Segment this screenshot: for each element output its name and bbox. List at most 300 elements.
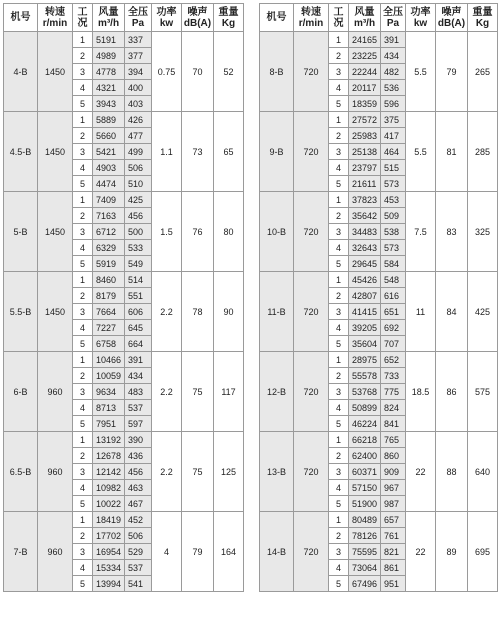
flow-cell: 35642 bbox=[349, 208, 381, 224]
col-weight-header: 重量 Kg bbox=[468, 4, 498, 32]
speed-cell: 1450 bbox=[38, 32, 73, 112]
pressure-cell: 510 bbox=[125, 176, 152, 192]
pressure-cell: 514 bbox=[125, 272, 152, 288]
model-cell: 4-B bbox=[4, 32, 38, 112]
flow-cell: 78126 bbox=[349, 528, 381, 544]
condition-cell: 2 bbox=[73, 128, 93, 144]
pressure-cell: 775 bbox=[381, 384, 406, 400]
pressure-cell: 499 bbox=[125, 144, 152, 160]
power-cell: 5.5 bbox=[406, 112, 436, 192]
flow-cell: 62400 bbox=[349, 448, 381, 464]
flow-cell: 18419 bbox=[93, 512, 125, 528]
table-row bbox=[4, 432, 244, 448]
col-speed-header: 转速 r/min bbox=[38, 4, 73, 32]
model-cell: 7-B bbox=[4, 512, 38, 592]
pressure-cell: 456 bbox=[125, 208, 152, 224]
condition-cell: 4 bbox=[73, 160, 93, 176]
pressure-cell: 536 bbox=[381, 80, 406, 96]
condition-cell: 3 bbox=[329, 224, 349, 240]
condition-cell: 4 bbox=[73, 560, 93, 576]
condition-cell: 5 bbox=[73, 416, 93, 432]
flow-cell: 7163 bbox=[93, 208, 125, 224]
pressure-cell: 657 bbox=[381, 512, 406, 528]
pressure-cell: 529 bbox=[125, 544, 152, 560]
weight-cell: 695 bbox=[468, 512, 498, 592]
table-row bbox=[4, 32, 244, 48]
weight-cell: 80 bbox=[214, 192, 244, 272]
flow-cell: 16954 bbox=[93, 544, 125, 560]
flow-cell: 50899 bbox=[349, 400, 381, 416]
pressure-cell: 464 bbox=[381, 144, 406, 160]
flow-cell: 13192 bbox=[93, 432, 125, 448]
flow-cell: 5889 bbox=[93, 112, 125, 128]
pressure-cell: 391 bbox=[125, 352, 152, 368]
condition-cell: 1 bbox=[329, 112, 349, 128]
pressure-cell: 651 bbox=[381, 304, 406, 320]
speed-cell: 1450 bbox=[38, 192, 73, 272]
power-cell: 11 bbox=[406, 272, 436, 352]
flow-cell: 29645 bbox=[349, 256, 381, 272]
pressure-cell: 483 bbox=[125, 384, 152, 400]
pressure-cell: 652 bbox=[381, 352, 406, 368]
table-row bbox=[4, 512, 244, 528]
condition-cell: 2 bbox=[73, 528, 93, 544]
model-cell: 11-B bbox=[260, 272, 294, 352]
pressure-cell: 403 bbox=[125, 96, 152, 112]
noise-cell: 75 bbox=[182, 352, 214, 432]
col-weight-header: 重量 Kg bbox=[214, 4, 244, 32]
flow-cell: 45426 bbox=[349, 272, 381, 288]
pressure-cell: 596 bbox=[381, 96, 406, 112]
pressure-cell: 453 bbox=[381, 192, 406, 208]
col-model-header: 机号 bbox=[260, 4, 294, 32]
pressure-cell: 824 bbox=[381, 400, 406, 416]
weight-cell: 164 bbox=[214, 512, 244, 592]
col-noise-header: 噪声 dB(A) bbox=[436, 4, 468, 32]
pressure-cell: 573 bbox=[381, 176, 406, 192]
flow-cell: 23225 bbox=[349, 48, 381, 64]
table-row bbox=[260, 432, 498, 448]
condition-cell: 2 bbox=[329, 128, 349, 144]
flow-cell: 67496 bbox=[349, 576, 381, 592]
noise-cell: 73 bbox=[182, 112, 214, 192]
table-row bbox=[260, 32, 498, 48]
pressure-cell: 597 bbox=[125, 416, 152, 432]
pressure-cell: 987 bbox=[381, 496, 406, 512]
pressure-cell: 426 bbox=[125, 112, 152, 128]
noise-cell: 84 bbox=[436, 272, 468, 352]
condition-cell: 5 bbox=[329, 176, 349, 192]
pressure-cell: 456 bbox=[125, 464, 152, 480]
condition-cell: 2 bbox=[73, 208, 93, 224]
model-cell: 8-B bbox=[260, 32, 294, 112]
condition-cell: 1 bbox=[329, 352, 349, 368]
pressure-cell: 390 bbox=[125, 432, 152, 448]
pressure-cell: 548 bbox=[381, 272, 406, 288]
flow-cell: 5421 bbox=[93, 144, 125, 160]
table-body bbox=[4, 32, 244, 592]
fan-spec-table-left bbox=[3, 3, 244, 592]
flow-cell: 53768 bbox=[349, 384, 381, 400]
table-row bbox=[260, 192, 498, 208]
condition-cell: 5 bbox=[329, 256, 349, 272]
pressure-cell: 337 bbox=[125, 32, 152, 48]
weight-cell: 265 bbox=[468, 32, 498, 112]
table-row bbox=[260, 272, 498, 288]
power-cell: 2.2 bbox=[152, 352, 182, 432]
flow-cell: 66218 bbox=[349, 432, 381, 448]
pressure-cell: 664 bbox=[125, 336, 152, 352]
pressure-cell: 541 bbox=[125, 576, 152, 592]
col-condition-header: 工 况 bbox=[329, 4, 349, 32]
flow-cell: 23797 bbox=[349, 160, 381, 176]
pressure-cell: 551 bbox=[125, 288, 152, 304]
pressure-cell: 606 bbox=[125, 304, 152, 320]
weight-cell: 65 bbox=[214, 112, 244, 192]
flow-cell: 10982 bbox=[93, 480, 125, 496]
model-cell: 6.5-B bbox=[4, 432, 38, 512]
condition-cell: 4 bbox=[73, 80, 93, 96]
pressure-cell: 467 bbox=[125, 496, 152, 512]
weight-cell: 117 bbox=[214, 352, 244, 432]
model-cell: 13-B bbox=[260, 432, 294, 512]
speed-cell: 720 bbox=[294, 272, 329, 352]
condition-cell: 2 bbox=[329, 288, 349, 304]
noise-cell: 70 bbox=[182, 32, 214, 112]
flow-cell: 24165 bbox=[349, 32, 381, 48]
flow-cell: 5919 bbox=[93, 256, 125, 272]
model-cell: 5.5-B bbox=[4, 272, 38, 352]
flow-cell: 4474 bbox=[93, 176, 125, 192]
pressure-cell: 733 bbox=[381, 368, 406, 384]
table-body bbox=[260, 32, 498, 592]
pressure-cell: 509 bbox=[381, 208, 406, 224]
condition-cell: 2 bbox=[329, 368, 349, 384]
noise-cell: 79 bbox=[436, 32, 468, 112]
condition-cell: 1 bbox=[73, 32, 93, 48]
noise-cell: 81 bbox=[436, 112, 468, 192]
power-cell: 1.1 bbox=[152, 112, 182, 192]
weight-cell: 575 bbox=[468, 352, 498, 432]
condition-cell: 3 bbox=[73, 224, 93, 240]
condition-cell: 5 bbox=[73, 496, 93, 512]
col-pressure-header: 全压 Pa bbox=[381, 4, 406, 32]
condition-cell: 5 bbox=[329, 336, 349, 352]
power-cell: 22 bbox=[406, 512, 436, 592]
power-cell: 7.5 bbox=[406, 192, 436, 272]
condition-cell: 1 bbox=[73, 352, 93, 368]
pressure-cell: 692 bbox=[381, 320, 406, 336]
pressure-cell: 707 bbox=[381, 336, 406, 352]
flow-cell: 42807 bbox=[349, 288, 381, 304]
power-cell: 5.5 bbox=[406, 32, 436, 112]
speed-cell: 960 bbox=[38, 352, 73, 432]
table-row bbox=[4, 192, 244, 208]
pressure-cell: 425 bbox=[125, 192, 152, 208]
condition-cell: 5 bbox=[73, 336, 93, 352]
condition-cell: 5 bbox=[73, 176, 93, 192]
condition-cell: 1 bbox=[73, 512, 93, 528]
flow-cell: 4989 bbox=[93, 48, 125, 64]
flow-cell: 73064 bbox=[349, 560, 381, 576]
flow-cell: 28975 bbox=[349, 352, 381, 368]
model-cell: 10-B bbox=[260, 192, 294, 272]
condition-cell: 4 bbox=[73, 480, 93, 496]
noise-cell: 78 bbox=[182, 272, 214, 352]
pressure-cell: 515 bbox=[381, 160, 406, 176]
pressure-cell: 477 bbox=[125, 128, 152, 144]
flow-cell: 5660 bbox=[93, 128, 125, 144]
flow-cell: 12142 bbox=[93, 464, 125, 480]
condition-cell: 4 bbox=[329, 160, 349, 176]
pressure-cell: 645 bbox=[125, 320, 152, 336]
condition-cell: 3 bbox=[329, 464, 349, 480]
condition-cell: 2 bbox=[329, 48, 349, 64]
power-cell: 18.5 bbox=[406, 352, 436, 432]
pressure-cell: 417 bbox=[381, 128, 406, 144]
condition-cell: 3 bbox=[329, 144, 349, 160]
weight-cell: 90 bbox=[214, 272, 244, 352]
pressure-cell: 841 bbox=[381, 416, 406, 432]
speed-cell: 720 bbox=[294, 352, 329, 432]
table-header bbox=[260, 4, 498, 32]
flow-cell: 27572 bbox=[349, 112, 381, 128]
noise-cell: 89 bbox=[436, 512, 468, 592]
flow-cell: 10466 bbox=[93, 352, 125, 368]
power-cell: 0.75 bbox=[152, 32, 182, 112]
flow-cell: 21611 bbox=[349, 176, 381, 192]
noise-cell: 75 bbox=[182, 432, 214, 512]
weight-cell: 640 bbox=[468, 432, 498, 512]
flow-cell: 7664 bbox=[93, 304, 125, 320]
pressure-cell: 506 bbox=[125, 528, 152, 544]
condition-cell: 4 bbox=[329, 480, 349, 496]
pressure-cell: 821 bbox=[381, 544, 406, 560]
flow-cell: 46224 bbox=[349, 416, 381, 432]
power-cell: 1.5 bbox=[152, 192, 182, 272]
flow-cell: 10059 bbox=[93, 368, 125, 384]
condition-cell: 3 bbox=[73, 144, 93, 160]
flow-cell: 7951 bbox=[93, 416, 125, 432]
pressure-cell: 375 bbox=[381, 112, 406, 128]
pressure-cell: 573 bbox=[381, 240, 406, 256]
col-condition-header: 工 况 bbox=[73, 4, 93, 32]
pressure-cell: 436 bbox=[125, 448, 152, 464]
fan-spec-table-right bbox=[259, 3, 498, 592]
pressure-cell: 861 bbox=[381, 560, 406, 576]
flow-cell: 39205 bbox=[349, 320, 381, 336]
condition-cell: 4 bbox=[329, 80, 349, 96]
flow-cell: 3943 bbox=[93, 96, 125, 112]
flow-cell: 15334 bbox=[93, 560, 125, 576]
condition-cell: 4 bbox=[73, 240, 93, 256]
flow-cell: 41415 bbox=[349, 304, 381, 320]
table-row bbox=[4, 272, 244, 288]
condition-cell: 2 bbox=[73, 368, 93, 384]
model-cell: 14-B bbox=[260, 512, 294, 592]
condition-cell: 1 bbox=[73, 272, 93, 288]
pressure-cell: 549 bbox=[125, 256, 152, 272]
flow-cell: 4903 bbox=[93, 160, 125, 176]
pressure-cell: 482 bbox=[381, 64, 406, 80]
condition-cell: 3 bbox=[73, 64, 93, 80]
pressure-cell: 584 bbox=[381, 256, 406, 272]
flow-cell: 22244 bbox=[349, 64, 381, 80]
pressure-cell: 377 bbox=[125, 48, 152, 64]
model-cell: 6-B bbox=[4, 352, 38, 432]
pressure-cell: 533 bbox=[125, 240, 152, 256]
speed-cell: 720 bbox=[294, 112, 329, 192]
flow-cell: 8713 bbox=[93, 400, 125, 416]
condition-cell: 1 bbox=[73, 112, 93, 128]
speed-cell: 720 bbox=[294, 192, 329, 272]
model-cell: 9-B bbox=[260, 112, 294, 192]
pressure-cell: 506 bbox=[125, 160, 152, 176]
pressure-cell: 538 bbox=[381, 224, 406, 240]
condition-cell: 3 bbox=[329, 64, 349, 80]
flow-cell: 17702 bbox=[93, 528, 125, 544]
condition-cell: 2 bbox=[329, 448, 349, 464]
pressure-cell: 434 bbox=[381, 48, 406, 64]
condition-cell: 3 bbox=[73, 304, 93, 320]
flow-cell: 51900 bbox=[349, 496, 381, 512]
condition-cell: 2 bbox=[73, 288, 93, 304]
flow-cell: 5191 bbox=[93, 32, 125, 48]
condition-cell: 5 bbox=[73, 576, 93, 592]
power-cell: 4 bbox=[152, 512, 182, 592]
flow-cell: 18359 bbox=[349, 96, 381, 112]
condition-cell: 5 bbox=[73, 96, 93, 112]
flow-cell: 35604 bbox=[349, 336, 381, 352]
weight-cell: 52 bbox=[214, 32, 244, 112]
flow-cell: 7409 bbox=[93, 192, 125, 208]
pressure-cell: 860 bbox=[381, 448, 406, 464]
pressure-cell: 967 bbox=[381, 480, 406, 496]
col-flow-header: 风量 m³/h bbox=[349, 4, 381, 32]
speed-cell: 960 bbox=[38, 512, 73, 592]
condition-cell: 5 bbox=[329, 96, 349, 112]
pressure-cell: 391 bbox=[381, 32, 406, 48]
flow-cell: 57150 bbox=[349, 480, 381, 496]
pressure-cell: 765 bbox=[381, 432, 406, 448]
noise-cell: 88 bbox=[436, 432, 468, 512]
table-row bbox=[260, 112, 498, 128]
pressure-cell: 616 bbox=[381, 288, 406, 304]
noise-cell: 76 bbox=[182, 192, 214, 272]
col-noise-header: 噪声 dB(A) bbox=[182, 4, 214, 32]
weight-cell: 325 bbox=[468, 192, 498, 272]
condition-cell: 5 bbox=[73, 256, 93, 272]
power-cell: 2.2 bbox=[152, 432, 182, 512]
weight-cell: 285 bbox=[468, 112, 498, 192]
flow-cell: 6329 bbox=[93, 240, 125, 256]
col-model-header: 机号 bbox=[4, 4, 38, 32]
speed-cell: 960 bbox=[38, 432, 73, 512]
table-row bbox=[4, 352, 244, 368]
pressure-cell: 909 bbox=[381, 464, 406, 480]
pressure-cell: 951 bbox=[381, 576, 406, 592]
flow-cell: 75595 bbox=[349, 544, 381, 560]
table-row bbox=[260, 352, 498, 368]
model-cell: 4.5-B bbox=[4, 112, 38, 192]
condition-cell: 3 bbox=[329, 304, 349, 320]
condition-cell: 1 bbox=[73, 432, 93, 448]
col-power-header: 功率 kw bbox=[406, 4, 436, 32]
flow-cell: 9634 bbox=[93, 384, 125, 400]
condition-cell: 1 bbox=[329, 192, 349, 208]
pressure-cell: 394 bbox=[125, 64, 152, 80]
speed-cell: 720 bbox=[294, 512, 329, 592]
flow-cell: 37823 bbox=[349, 192, 381, 208]
speed-cell: 720 bbox=[294, 432, 329, 512]
condition-cell: 2 bbox=[73, 48, 93, 64]
condition-cell: 3 bbox=[329, 544, 349, 560]
col-flow-header: 风量 m³/h bbox=[93, 4, 125, 32]
flow-cell: 60371 bbox=[349, 464, 381, 480]
power-cell: 2.2 bbox=[152, 272, 182, 352]
pressure-cell: 537 bbox=[125, 400, 152, 416]
flow-cell: 6758 bbox=[93, 336, 125, 352]
condition-cell: 4 bbox=[329, 240, 349, 256]
weight-cell: 125 bbox=[214, 432, 244, 512]
condition-cell: 1 bbox=[73, 192, 93, 208]
condition-cell: 1 bbox=[329, 432, 349, 448]
condition-cell: 1 bbox=[329, 32, 349, 48]
pressure-cell: 500 bbox=[125, 224, 152, 240]
noise-cell: 86 bbox=[436, 352, 468, 432]
pressure-cell: 463 bbox=[125, 480, 152, 496]
condition-cell: 3 bbox=[73, 384, 93, 400]
power-cell: 22 bbox=[406, 432, 436, 512]
model-cell: 12-B bbox=[260, 352, 294, 432]
flow-cell: 6712 bbox=[93, 224, 125, 240]
col-power-header: 功率 kw bbox=[152, 4, 182, 32]
pressure-cell: 452 bbox=[125, 512, 152, 528]
flow-cell: 20117 bbox=[349, 80, 381, 96]
condition-cell: 3 bbox=[73, 544, 93, 560]
condition-cell: 5 bbox=[329, 416, 349, 432]
condition-cell: 4 bbox=[329, 400, 349, 416]
col-pressure-header: 全压 Pa bbox=[125, 4, 152, 32]
flow-cell: 34483 bbox=[349, 224, 381, 240]
condition-cell: 4 bbox=[329, 320, 349, 336]
pressure-cell: 434 bbox=[125, 368, 152, 384]
speed-cell: 1450 bbox=[38, 112, 73, 192]
flow-cell: 25138 bbox=[349, 144, 381, 160]
table-header bbox=[4, 4, 244, 32]
condition-cell: 1 bbox=[329, 272, 349, 288]
flow-cell: 55578 bbox=[349, 368, 381, 384]
table-row bbox=[260, 512, 498, 528]
weight-cell: 425 bbox=[468, 272, 498, 352]
condition-cell: 2 bbox=[73, 448, 93, 464]
pressure-cell: 400 bbox=[125, 80, 152, 96]
condition-cell: 5 bbox=[329, 496, 349, 512]
pressure-cell: 761 bbox=[381, 528, 406, 544]
flow-cell: 7227 bbox=[93, 320, 125, 336]
model-cell: 5-B bbox=[4, 192, 38, 272]
flow-cell: 8460 bbox=[93, 272, 125, 288]
condition-cell: 2 bbox=[329, 528, 349, 544]
flow-cell: 13994 bbox=[93, 576, 125, 592]
flow-cell: 80489 bbox=[349, 512, 381, 528]
flow-cell: 8179 bbox=[93, 288, 125, 304]
noise-cell: 79 bbox=[182, 512, 214, 592]
table-row bbox=[4, 112, 244, 128]
flow-cell: 25983 bbox=[349, 128, 381, 144]
speed-cell: 1450 bbox=[38, 272, 73, 352]
condition-cell: 3 bbox=[73, 464, 93, 480]
